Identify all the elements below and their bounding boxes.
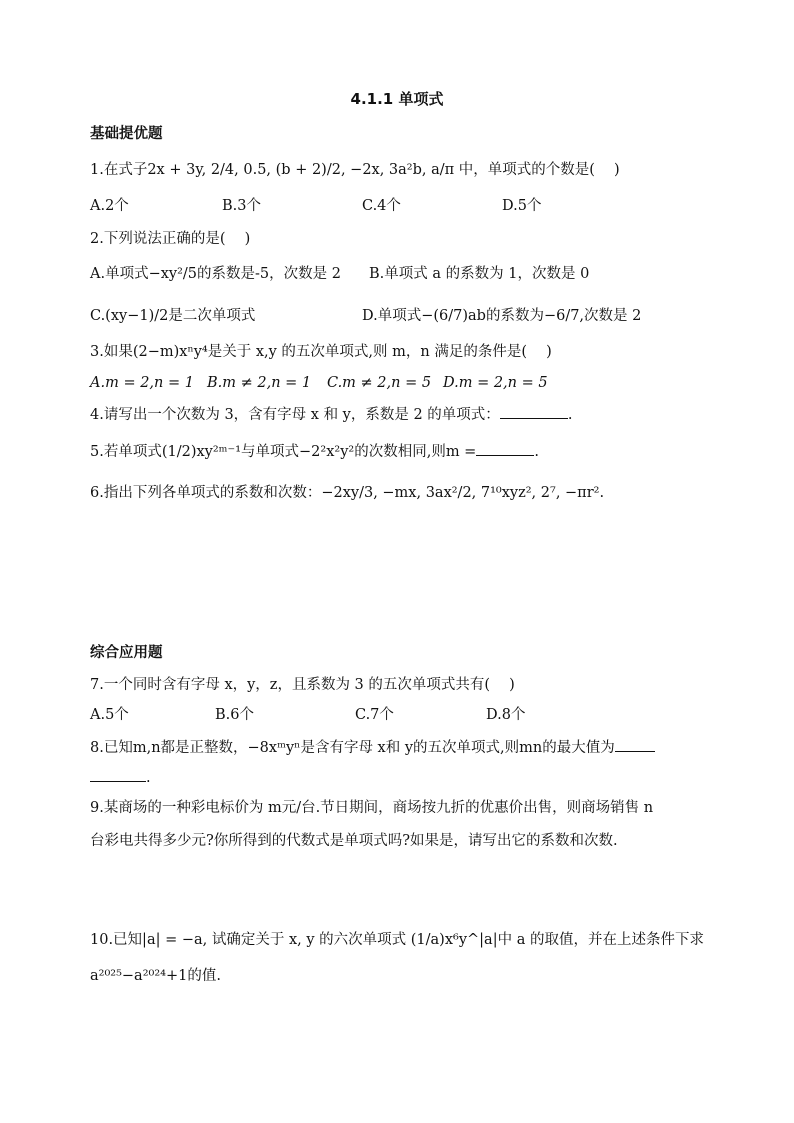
answer-blank[interactable] [500, 404, 568, 419]
question-10-line-2: a²⁰²⁵−a²⁰²⁴+1的值. [90, 968, 221, 984]
q1-option-a: A.2个 [90, 198, 129, 214]
q7-option-a: A.5个 [90, 707, 129, 723]
q3-option-c: C.m ≠ 2,n = 5 [327, 375, 432, 391]
question-2: 2.下列说法正确的是( ) [90, 231, 251, 247]
question-4 [90, 404, 572, 425]
question-5-period: . [534, 444, 539, 460]
page-title: 4.1.1 单项式 [350, 90, 444, 108]
q1-option-d: D.5个 [502, 198, 542, 214]
q2-option-a: A.单项式−xy²/5的系数是-5，次数是 2 [90, 266, 341, 282]
question-9-line-1: 9.某商场的一种彩电标价为 m元/台.节日期间，商场按九折的优惠价出售，则商场销售 n [90, 800, 654, 816]
q2-option-b: B.单项式 a 的系数为 1，次数是 0 [369, 266, 590, 282]
question-7: 7.一个同时含有字母 x，y，z，且系数为 3 的五次单项式共有( ) [90, 677, 515, 693]
section-heading-comprehensive: 综合应用题 [90, 645, 163, 661]
answer-blank-continued[interactable] [90, 767, 146, 782]
question-4-period: . [567, 407, 573, 423]
question-8 [90, 737, 655, 758]
question-5-text: 5.若单项式(1/2)xy²ᵐ⁻¹与单项式−2²x²y²的次数相同,则m = [90, 444, 477, 460]
q2-option-d: D.单项式−(6/7)ab的系数为−6/7,次数是 2 [362, 308, 642, 324]
question-1: 1.在式子2x + 3y, 2/4, 0.5, (b + 2)/2, −2x, 3a²b, a/π 中，单项式的个数是( ) [90, 162, 620, 178]
q1-option-b: B.3个 [222, 198, 261, 214]
q3-option-b: B.m ≠ 2,n = 1 [207, 375, 312, 391]
answer-blank[interactable] [476, 441, 534, 456]
answer-blank[interactable] [615, 737, 655, 752]
q7-option-c: C.7个 [355, 707, 394, 723]
question-5 [90, 441, 539, 462]
q7-option-b: B.6个 [215, 707, 254, 723]
question-6: 6.指出下列各单项式的系数和次数：−2xy/3, −mx, 3ax²/2, 7¹⁰xyz², 2⁷, −πr². [90, 485, 605, 501]
section-heading-basic: 基础提优题 [90, 126, 163, 142]
question-8-text: 8.已知m,n都是正整数，−8xᵐyⁿ是含有字母 x和 y的五次单项式,则mn的最大值为 [90, 740, 615, 756]
question-8-period: . [146, 770, 151, 786]
q2-option-c: C.(xy−1)/2是二次单项式 [90, 308, 256, 324]
question-4-text: 4.请写出一个次数为 3，含有字母 x 和 y，系数是 2 的单项式： [90, 407, 500, 423]
question-8-continued [90, 767, 151, 788]
q3-option-d: D.m = 2,n = 5 [443, 375, 548, 391]
q3-option-a: A.m = 2,n = 1 [90, 375, 194, 391]
q1-option-c: C.4个 [362, 198, 401, 214]
question-9-line-2: 台彩电共得多少元?你所得到的代数式是单项式吗?如果是，请写出它的系数和次数. [90, 833, 618, 849]
question-10-line-1: 10.已知|a| = −a, 试确定关于 x, y 的六次单项式 (1/a)x⁶y^|a|中 a 的取值，并在上述条件下求 [90, 932, 704, 948]
question-3: 3.如果(2−m)xⁿy⁴是关于 x,y 的五次单项式,则 m，n 满足的条件是( ) [90, 344, 552, 360]
q7-option-d: D.8个 [486, 707, 526, 723]
